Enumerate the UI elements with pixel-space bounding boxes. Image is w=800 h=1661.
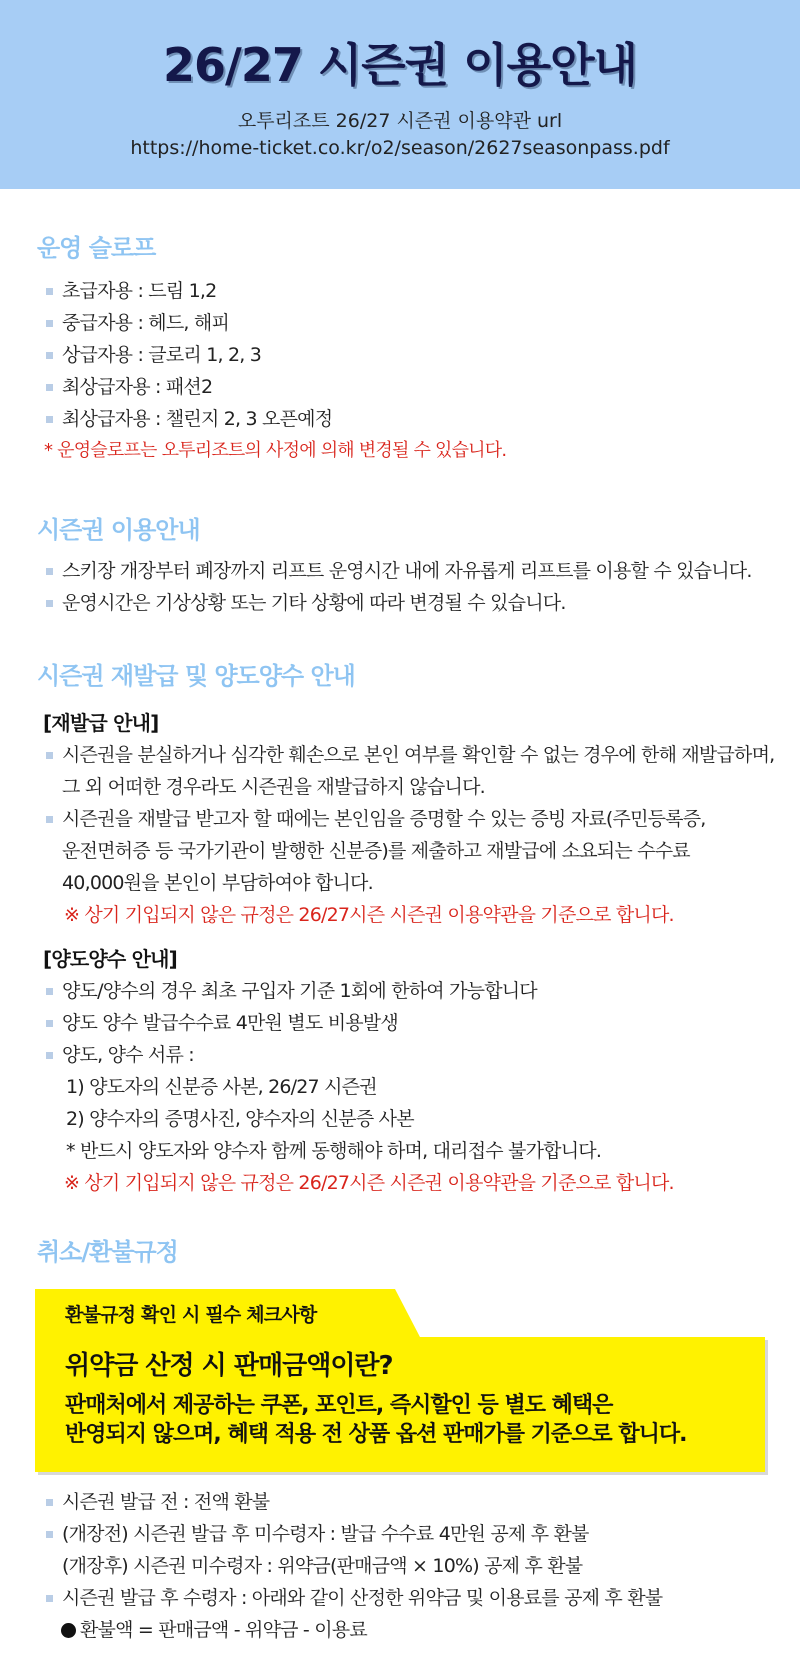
box-tab-label: 환불규정 확인 시 필수 체크사항 — [35, 1289, 395, 1339]
bullet-circle-icon — [61, 1623, 76, 1638]
reissue-title: 시즌권 재발급 및 양도양수 안내 — [37, 662, 355, 690]
reissue-item2-line3: 40,000원을 본인이 부담하여야 합니다. — [62, 872, 373, 894]
list-item: 상급자용 : 글로리 1, 2, 3 — [37, 339, 780, 371]
list-item — [37, 1518, 780, 1582]
list-item: 운영시간은 기상상황 또는 기타 상황에 따라 변경될 수 있습니다. — [37, 587, 780, 619]
box-content — [35, 1337, 765, 1472]
transfer-doc1: 1) 양도자의 신분증 사본, 26/27 시즌권 — [66, 1076, 377, 1098]
reissue-item2-line2: 운전면허증 등 국가기관이 발행한 신분증)를 제출하고 재발급에 소요되는 수수료 — [62, 840, 690, 862]
list-item: 시즌권 발급 후 수령자 : 아래와 같이 산정한 위약금 및 이용료를 공제 후 환불 — [37, 1582, 780, 1614]
list-item: 중급자용 : 헤드, 해피 — [37, 307, 780, 339]
list-item: 시즌권 발급 전 : 전액 환불 — [37, 1486, 780, 1518]
refund-formula-text: 환불액 = 판매금액 - 위약금 - 이용료 — [80, 1619, 367, 1641]
list-item: 최상급자용 : 챌린지 2, 3 오픈예정 — [37, 403, 780, 435]
transfer-doc3: * 반드시 양도자와 양수자 함께 동행해야 하며, 대리접수 불가합니다. — [66, 1140, 602, 1162]
reissue-note: ※ 상기 기입되지 않은 규정은 26/27시즌 시즌권 이용약관을 기준으로 합니다. — [64, 904, 674, 926]
refund-formula — [37, 1614, 780, 1646]
list-item: 양도 양수 발급수수료 4만원 별도 비용발생 — [37, 1007, 780, 1039]
reissue-list — [37, 739, 780, 899]
reissue-section — [0, 619, 800, 1199]
list-item — [37, 803, 780, 899]
refund-rules — [0, 1474, 800, 1646]
page-title: 26/27 시즌권 이용안내 — [163, 38, 637, 92]
list-item: 스키장 개장부터 폐장까지 리프트 운영시간 내에 자유롭게 리프트를 이용할 수 있습니다. — [37, 555, 780, 587]
reissue-item1-line1: 시즌권을 분실하거나 심각한 훼손으로 본인 여부를 확인할 수 없는 경우에 한해 재발급하며, — [62, 744, 775, 766]
refund-list — [37, 1486, 780, 1614]
box-answer-line1: 판매처에서 제공하는 쿠폰, 포인트, 즉시할인 등 별도 혜택은 — [65, 1393, 613, 1418]
list-item: 양도, 양수 서류 : — [37, 1039, 780, 1071]
terms-url-link[interactable]: https://home-ticket.co.kr/o2/season/2627seasonpass.pdf — [130, 137, 670, 159]
transfer-list — [37, 975, 780, 1071]
transfer-heading: [양도양수 안내] — [43, 947, 177, 971]
slopes-section — [0, 189, 800, 467]
transfer-note: ※ 상기 기입되지 않은 규정은 26/27시즌 시즌권 이용약관을 기준으로 합니다. — [64, 1172, 674, 1194]
usage-title: 시즌권 이용안내 — [37, 516, 200, 544]
box-answer — [65, 1391, 765, 1449]
list-item: 초급자용 : 드림 1,2 — [37, 275, 780, 307]
list-item: 양도/양수의 경우 최초 구입자 기준 1회에 한하여 가능합니다 — [37, 975, 780, 1007]
box-question: 위약금 산정 시 판매금액이란? — [65, 1351, 393, 1381]
transfer-doc2: 2) 양수자의 증명사진, 양수자의 신분증 사본 — [66, 1108, 414, 1130]
terms-label: 오투리조트 26/27 시즌권 이용약관 url — [237, 110, 563, 132]
list-item — [37, 739, 780, 803]
refund-section — [0, 1199, 800, 1269]
refund-item2-line2: (개장후) 시즌권 미수령자 : 위약금(판매금액 × 10%) 공제 후 환불 — [62, 1555, 583, 1577]
refund-check-box — [35, 1289, 765, 1474]
page-header — [0, 0, 800, 189]
slopes-list — [37, 275, 780, 435]
refund-item2-line1: (개장전) 시즌권 발급 후 미수령자 : 발급 수수료 4만원 공제 후 환불 — [62, 1523, 589, 1545]
usage-list — [37, 555, 780, 619]
terms-info — [0, 108, 800, 162]
reissue-heading: [재발급 안내] — [43, 711, 159, 735]
reissue-item2-line1: 시즌권을 재발급 받고자 할 때에는 본인임을 증명할 수 있는 증빙 자료(주민등록증, — [62, 808, 706, 830]
list-item: 최상급자용 : 패션2 — [37, 371, 780, 403]
reissue-item1-line2: 그 외 어떠한 경우라도 시즌권을 재발급하지 않습니다. — [62, 776, 485, 798]
refund-title: 취소/환불규정 — [37, 1238, 178, 1266]
box-answer-line2: 반영되지 않으며, 혜택 적용 전 상품 옵션 판매가를 기준으로 합니다. — [65, 1422, 687, 1447]
slopes-title: 운영 슬로프 — [37, 234, 156, 262]
slopes-note: * 운영슬로프는 오투리조트의 사정에 의해 변경될 수 있습니다. — [44, 440, 507, 461]
usage-section — [0, 467, 800, 619]
